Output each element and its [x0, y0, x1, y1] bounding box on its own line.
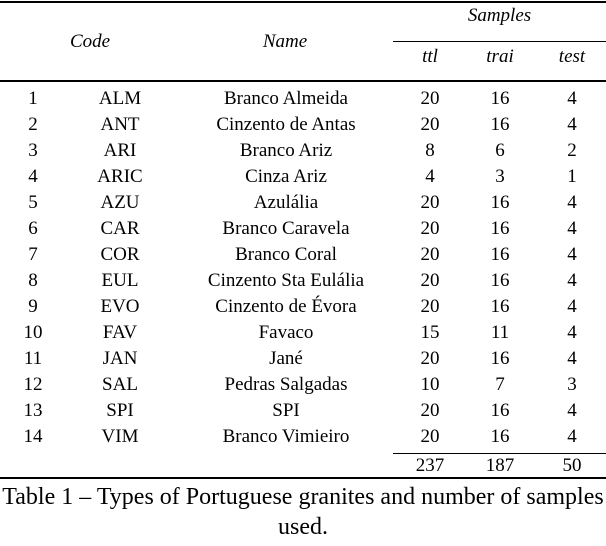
- table-caption: Table 1 – Types of Portuguese granites and number of samples used.: [2, 484, 604, 540]
- row-index: 2: [28, 114, 38, 135]
- row-ttl: 20: [420, 192, 440, 213]
- row-index: 12: [23, 374, 43, 395]
- table-row: [0, 268, 606, 294]
- row-ttl: 20: [420, 400, 440, 421]
- row-index: 11: [23, 348, 43, 369]
- row-code: EVO: [100, 296, 140, 317]
- row-trai: 3: [495, 166, 505, 187]
- row-index: 7: [28, 244, 38, 265]
- row-test: 4: [567, 426, 577, 447]
- row-name: Favaco: [258, 322, 314, 343]
- row-name: Pedras Salgadas: [224, 374, 348, 395]
- table-row: [0, 320, 606, 346]
- total-test: 50: [562, 455, 582, 476]
- row-code: ALM: [98, 88, 142, 109]
- header-samples: Samples: [467, 5, 532, 26]
- row-name: Branco Almeida: [224, 88, 348, 109]
- row-ttl: 10: [420, 374, 440, 395]
- row-trai: 7: [495, 374, 505, 395]
- row-code: SPI: [106, 400, 134, 421]
- table-row: [0, 294, 606, 320]
- row-index: 9: [28, 296, 38, 317]
- row-name: Cinzento Sta Eulália: [207, 270, 365, 291]
- header-code: Code: [69, 31, 111, 52]
- table-row: [0, 112, 606, 138]
- row-ttl: 20: [420, 244, 440, 265]
- row-name: Cinza Ariz: [245, 166, 327, 187]
- row-name: Branco Ariz: [239, 140, 333, 161]
- row-trai: 16: [490, 192, 510, 213]
- row-ttl: 15: [420, 322, 440, 343]
- row-code: CAR: [100, 218, 140, 239]
- row-code: AZU: [100, 192, 140, 213]
- row-index: 3: [28, 140, 38, 161]
- row-test: 4: [567, 88, 577, 109]
- row-test: 4: [567, 270, 577, 291]
- row-test: 4: [567, 218, 577, 239]
- table-row: [0, 86, 606, 112]
- header-ttl: ttl: [422, 46, 438, 67]
- table-row: [0, 242, 606, 268]
- row-ttl: 20: [420, 114, 440, 135]
- row-trai: 16: [490, 88, 510, 109]
- samples-subheader-rule: [393, 41, 606, 42]
- table-row: [0, 398, 606, 424]
- row-ttl: 4: [425, 166, 435, 187]
- row-test: 1: [567, 166, 577, 187]
- row-index: 6: [28, 218, 38, 239]
- row-index: 1: [28, 88, 38, 109]
- row-test: 4: [567, 244, 577, 265]
- row-index: 8: [28, 270, 38, 291]
- header-name: Name: [262, 31, 308, 52]
- table-row: [0, 346, 606, 372]
- header-trai: trai: [486, 46, 514, 67]
- row-name: Cinzento de Évora: [215, 296, 357, 317]
- table-row: [0, 372, 606, 398]
- table-row: [0, 424, 606, 450]
- row-code: EUL: [101, 270, 139, 291]
- row-trai: 16: [490, 400, 510, 421]
- row-ttl: 20: [420, 296, 440, 317]
- row-code: VIM: [101, 426, 139, 447]
- row-ttl: 20: [420, 348, 440, 369]
- row-index: 10: [23, 322, 43, 343]
- row-index: 4: [28, 166, 38, 187]
- row-ttl: 20: [420, 426, 440, 447]
- table-header-rule: [0, 80, 606, 82]
- row-name: Jané: [269, 348, 303, 369]
- row-trai: 16: [490, 244, 510, 265]
- row-test: 4: [567, 114, 577, 135]
- table-row: [0, 216, 606, 242]
- total-trai: 187: [485, 455, 515, 476]
- table-top-rule: [0, 1, 606, 3]
- row-index: 13: [23, 400, 43, 421]
- row-trai: 6: [495, 140, 505, 161]
- row-name: Azulália: [253, 192, 319, 213]
- header-test: test: [558, 46, 586, 67]
- row-test: 4: [567, 296, 577, 317]
- row-trai: 11: [490, 322, 510, 343]
- row-code: JAN: [102, 348, 138, 369]
- row-test: 4: [567, 400, 577, 421]
- row-index: 5: [28, 192, 38, 213]
- row-test: 3: [567, 374, 577, 395]
- row-trai: 16: [490, 114, 510, 135]
- row-ttl: 20: [420, 270, 440, 291]
- row-trai: 16: [490, 218, 510, 239]
- row-ttl: 8: [425, 140, 435, 161]
- table-row: [0, 190, 606, 216]
- row-ttl: 20: [420, 218, 440, 239]
- row-code: ANT: [100, 114, 140, 135]
- row-code: SAL: [102, 374, 138, 395]
- table-body: [0, 86, 606, 450]
- row-code: COR: [100, 244, 140, 265]
- total-ttl: 237: [415, 455, 445, 476]
- row-trai: 16: [490, 426, 510, 447]
- row-name: Branco Coral: [235, 244, 337, 265]
- row-name: SPI: [272, 400, 300, 421]
- table-row: [0, 164, 606, 190]
- row-trai: 16: [490, 270, 510, 291]
- row-test: 4: [567, 322, 577, 343]
- row-trai: 16: [490, 348, 510, 369]
- row-test: 4: [567, 348, 577, 369]
- row-ttl: 20: [420, 88, 440, 109]
- row-code: FAV: [102, 322, 138, 343]
- row-code: ARI: [103, 140, 137, 161]
- totals-row: [0, 454, 606, 478]
- table-bottom-rule: [0, 477, 606, 479]
- row-index: 14: [23, 426, 43, 447]
- row-trai: 16: [490, 296, 510, 317]
- row-code: ARIC: [97, 166, 143, 187]
- row-name: Branco Caravela: [222, 218, 350, 239]
- row-name: Branco Vimieiro: [222, 426, 350, 447]
- table-row: [0, 138, 606, 164]
- row-name: Cinzento de Antas: [216, 114, 356, 135]
- row-test: 2: [567, 140, 577, 161]
- row-test: 4: [567, 192, 577, 213]
